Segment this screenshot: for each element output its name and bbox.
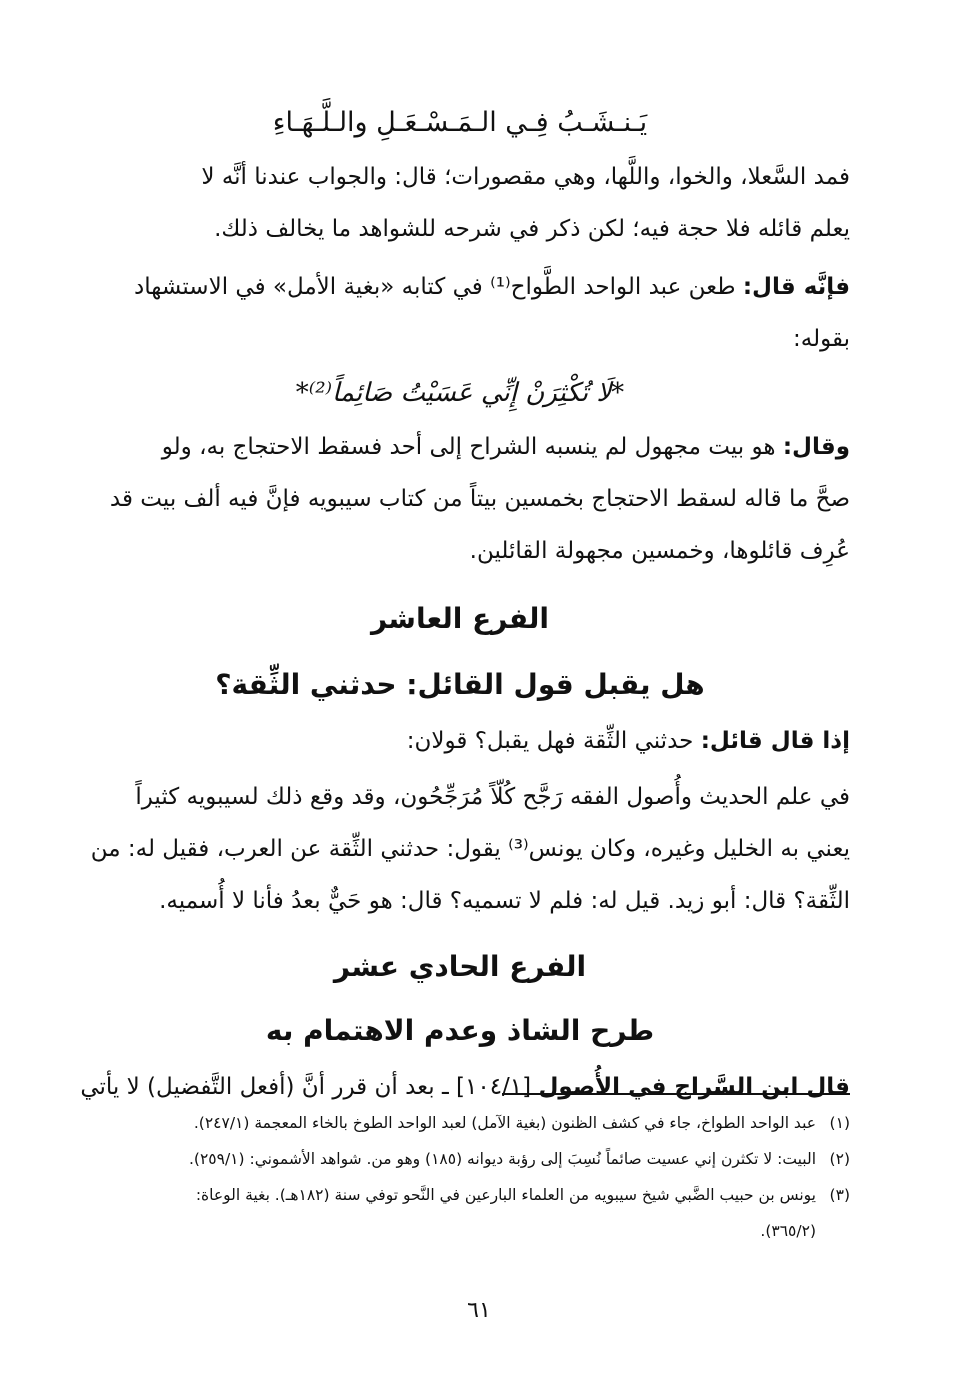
verse-line: *لَا تُكْثِرَنْ إِنِّي عَسَيْتُ صَائِماً⁽²⁾* bbox=[295, 378, 625, 408]
paragraph-line bbox=[70, 715, 850, 767]
lead-phrase: وقال: bbox=[782, 434, 850, 460]
footnote-item bbox=[70, 1141, 850, 1177]
footnote-number: (٣) bbox=[829, 1186, 850, 1204]
page-number: ٦١ bbox=[467, 1298, 491, 1323]
footnote-number: (١) bbox=[829, 1114, 850, 1132]
paragraph-line: صحَّ ما قاله لسقط الاحتجاج بخمسين بيتاً من كتاب سيبويه فإنَّ فيه ألف بيت قد bbox=[109, 486, 850, 512]
paragraph-line: عُرِف قائلوها، وخمسين مجهولة القائلين. bbox=[469, 538, 850, 564]
paragraph-text: حدثني الثِّقة فهل يقبل؟ قولان: bbox=[406, 728, 701, 754]
paragraph-line: بقوله: bbox=[792, 326, 850, 352]
section-heading: الفرع العاشر bbox=[371, 602, 549, 635]
paragraph-line bbox=[70, 421, 850, 473]
section-heading: الفرع الحادي عشر bbox=[333, 950, 587, 983]
footnote-item bbox=[70, 1177, 850, 1213]
page-body bbox=[70, 95, 850, 1113]
footnote-number: (٢) bbox=[829, 1150, 850, 1168]
paragraph-line: فمد السَّعلا، والخوا، واللَّها، وهي مقصورات؛ قال: والجواب عندنا أنَّه لا bbox=[201, 164, 850, 190]
footnote-item bbox=[70, 1105, 850, 1141]
verse-line: يَـنـشَـبُ فِـي الـمَـسْـعَـلِ والـلَّـهَـاءِ bbox=[272, 107, 648, 138]
paragraph-line: يعني به الخليل وغيره، وكان يونس⁽³⁾ يقول: حدثني الثِّقة عن العرب، فقيل له: من bbox=[90, 836, 850, 862]
section-subheading: هل يقبل قول القائل: حدثني الثِّقة؟ bbox=[215, 668, 705, 701]
paragraph-text: طعن عبد الواحد الطَّواح⁽¹⁾ في كتابه «بغية الأمل» في الاستشهاد bbox=[134, 274, 743, 300]
paragraph-text: هو بيت مجهول لم ينسبه الشراح إلى أحد فسقط الاحتجاج به، ولو bbox=[161, 434, 783, 460]
section-subheading: طرح الشاذ وعدم الاهتمام به bbox=[265, 1014, 655, 1047]
footnote-text: يونس بن حبيب الضَّبي شيخ سيبويه من العلماء البارعين في النَّحو توفي سنة (١٨٢هـ). بغية الوعاة: bbox=[195, 1186, 816, 1204]
footnote-text: (٣٦٥/٢). bbox=[760, 1222, 816, 1240]
footnote-text: عبد الواحد الطواخ، جاء في كشف الظنون (بغية الآمل) لعبد الواحد الطوخ بالخاء المعجمة (٢٤٧/١). bbox=[193, 1114, 816, 1132]
paragraph-line: الثِّقة؟ قال: أبو زيد. قيل له: فلم لا تسميه؟ قال: هو حَيٌّ بعدُ فأنا لا أُسميه. bbox=[159, 888, 850, 914]
footnote-separator bbox=[502, 1093, 850, 1095]
lead-phrase: إذا قال قائل: bbox=[700, 728, 850, 754]
footnote-continuation bbox=[70, 1213, 850, 1249]
footnote-text: البيت: لا تكثرن إني عسيت صائماً نُسِبَ إلى رؤبة ديوانه (١٨٥) وهو من. شواهد الأشموني: (٢٥٩/١). bbox=[188, 1150, 816, 1168]
paragraph-line: في علم الحديث وأُصول الفقه رَجَّح كُلّاً مُرَجِّحُون، وقد وقع ذلك لسيبويه كثيراً bbox=[135, 784, 850, 810]
paragraph-line: يعلم قائله فلا حجة فيه؛ لكن ذكر في شرحه للشواهد ما يخالف ذلك. bbox=[214, 216, 850, 242]
footnotes bbox=[70, 1105, 850, 1249]
lead-phrase: فإنَّه قال: bbox=[742, 274, 850, 300]
paragraph-line bbox=[70, 261, 850, 313]
paragraph-text: [١٠٤/١] ـ بعد أن قرر أنَّ (أفعل التَّفضيل) لا يأتي bbox=[80, 1074, 539, 1100]
lead-phrase: قال ابن السَّراج في الأُصول bbox=[538, 1074, 850, 1100]
